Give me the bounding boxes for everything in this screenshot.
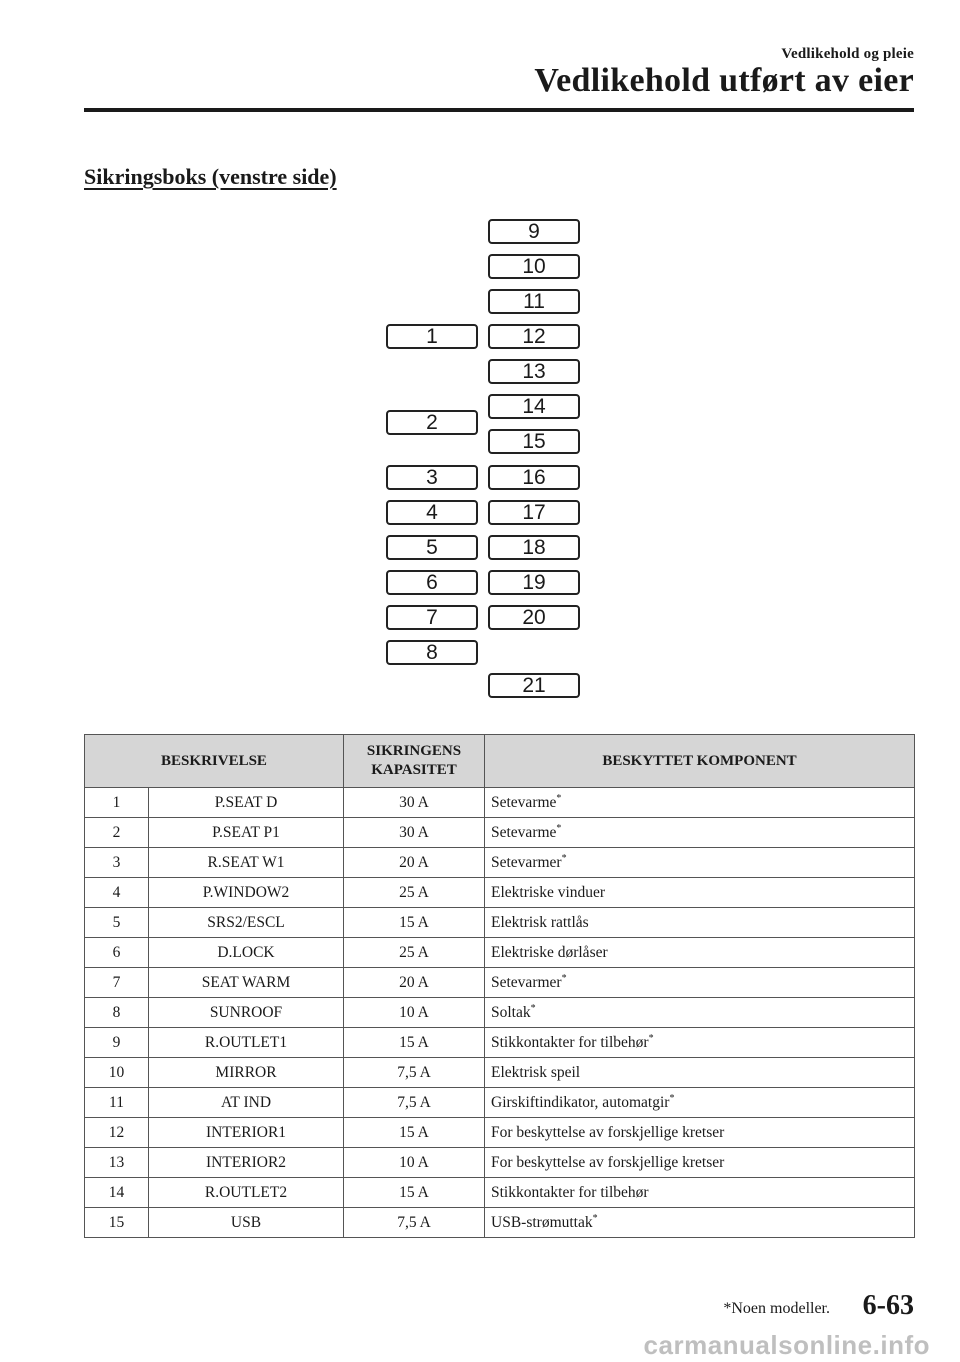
fuse-description: MIRROR [149, 1058, 344, 1088]
table-row [85, 1148, 915, 1178]
table-row [85, 788, 915, 818]
fuse-description: R.SEAT W1 [149, 848, 344, 878]
component-text: For beskyttelse av forskjellige kretser [491, 1153, 725, 1171]
table-row [85, 968, 915, 998]
fuse-capacity: 15 A [344, 1118, 485, 1148]
table-row [85, 1028, 915, 1058]
fuse-number: 9 [85, 1028, 149, 1058]
fuse-5: 5 [386, 535, 478, 560]
header-rule [84, 108, 914, 112]
table-row [85, 848, 915, 878]
fuse-17: 17 [488, 500, 580, 525]
fuse-number: 14 [85, 1178, 149, 1208]
fuse-capacity: 25 A [344, 878, 485, 908]
fuse-number: 8 [85, 998, 149, 1028]
fuse-16: 16 [488, 465, 580, 490]
fuse-description: AT IND [149, 1088, 344, 1118]
protected-component [485, 1088, 915, 1118]
protected-component [485, 938, 915, 968]
header-capacity-text: SIKRINGENS KAPASITET [366, 743, 462, 778]
protected-component [485, 968, 915, 998]
fuse-description: P.WINDOW2 [149, 878, 344, 908]
section-heading: Vedlikehold utført av eier [534, 62, 914, 99]
component-text: Elektriske dørlåser [491, 943, 608, 961]
component-text: Setevarme [491, 794, 557, 812]
protected-component [485, 1148, 915, 1178]
fuse-8: 8 [386, 640, 478, 665]
fuse-4: 4 [386, 500, 478, 525]
footnote-asterisk: * [561, 972, 567, 984]
fuse-capacity: 7,5 A [344, 1058, 485, 1088]
component-text: For beskyttelse av forskjellige kretser [491, 1123, 725, 1141]
table-row [85, 1208, 915, 1238]
component-text: Girskiftindikator, automatgir [491, 1094, 670, 1112]
fuse-description: P.SEAT D [149, 788, 344, 818]
fuse-19: 19 [488, 570, 580, 595]
fuse-18: 18 [488, 535, 580, 560]
protected-component [485, 1028, 915, 1058]
table-row [85, 1088, 915, 1118]
fuse-capacity: 20 A [344, 848, 485, 878]
fuse-7: 7 [386, 605, 478, 630]
component-text: Setevarmer [491, 974, 562, 992]
footnote-asterisk: * [556, 792, 562, 804]
fuse-description: P.SEAT P1 [149, 818, 344, 848]
table-row [85, 998, 915, 1028]
protected-component [485, 1208, 915, 1238]
header-capacity [344, 735, 485, 788]
component-text: Stikkontakter for tilbehør [491, 1183, 649, 1201]
fuse-table [84, 734, 915, 1238]
component-text: Elektriske vinduer [491, 883, 606, 901]
fuse-description: D.LOCK [149, 938, 344, 968]
component-text: Elektrisk rattlås [491, 913, 589, 931]
component-text: Setevarmer [491, 854, 562, 872]
fuse-number: 11 [85, 1088, 149, 1118]
header-description: BESKRIVELSE [85, 735, 344, 788]
fuse-number: 4 [85, 878, 149, 908]
fuse-capacity: 7,5 A [344, 1088, 485, 1118]
component-text: USB-strømuttak [491, 1214, 593, 1232]
table-row [85, 818, 915, 848]
footnote-asterisk: * [556, 822, 562, 834]
fuse-capacity: 30 A [344, 818, 485, 848]
fuse-20: 20 [488, 605, 580, 630]
fuse-capacity: 30 A [344, 788, 485, 818]
table-row [85, 1058, 915, 1088]
table-row [85, 1118, 915, 1148]
fuse-description: R.OUTLET2 [149, 1178, 344, 1208]
fuse-1: 1 [386, 324, 478, 349]
fuse-capacity: 7,5 A [344, 1208, 485, 1238]
footnote-asterisk: * [669, 1092, 675, 1104]
footnote-asterisk: * [592, 1212, 598, 1224]
fuse-number: 5 [85, 908, 149, 938]
fuse-description: SEAT WARM [149, 968, 344, 998]
header-component: BESKYTTET KOMPONENT [485, 735, 915, 788]
chapter-label: Vedlikehold og pleie [781, 46, 914, 62]
page-number: 6-63 [862, 1290, 914, 1321]
fuse-description: INTERIOR1 [149, 1118, 344, 1148]
protected-component [485, 818, 915, 848]
fuse-3: 3 [386, 465, 478, 490]
fuse-capacity: 15 A [344, 1178, 485, 1208]
watermark: carmanualsonline.info [643, 1330, 930, 1360]
footnote: *Noen modeller. [723, 1300, 830, 1317]
fuse-number: 13 [85, 1148, 149, 1178]
protected-component [485, 998, 915, 1028]
fuse-capacity: 10 A [344, 998, 485, 1028]
fuse-capacity: 25 A [344, 938, 485, 968]
component-text: Stikkontakter for tilbehør [491, 1034, 649, 1052]
protected-component [485, 1178, 915, 1208]
fuse-description: INTERIOR2 [149, 1148, 344, 1178]
protected-component [485, 1118, 915, 1148]
protected-component [485, 788, 915, 818]
fuse-number: 15 [85, 1208, 149, 1238]
fuse-number: 6 [85, 938, 149, 968]
fuse-number: 3 [85, 848, 149, 878]
fuse-11: 11 [488, 289, 580, 314]
fuse-description: SUNROOF [149, 998, 344, 1028]
fuse-description: R.OUTLET1 [149, 1028, 344, 1058]
section-title: Sikringsboks (venstre side) [84, 164, 337, 189]
fuse-number: 10 [85, 1058, 149, 1088]
component-text: Elektrisk speil [491, 1063, 581, 1081]
fuse-21: 21 [488, 673, 580, 698]
component-text: Soltak [491, 1004, 531, 1022]
fuse-number: 12 [85, 1118, 149, 1148]
fuse-13: 13 [488, 359, 580, 384]
fuse-15: 15 [488, 429, 580, 454]
footnote-asterisk: * [561, 852, 567, 864]
table-header-row [85, 735, 915, 788]
fuse-6: 6 [386, 570, 478, 595]
fuse-capacity: 10 A [344, 1148, 485, 1178]
fuse-capacity: 15 A [344, 908, 485, 938]
fuse-capacity: 15 A [344, 1028, 485, 1058]
table-row [85, 938, 915, 968]
protected-component [485, 908, 915, 938]
fuse-number: 1 [85, 788, 149, 818]
fuse-14: 14 [488, 394, 580, 419]
protected-component [485, 878, 915, 908]
table-row [85, 908, 915, 938]
footnote-asterisk: * [530, 1002, 536, 1014]
fuse-2: 2 [386, 410, 478, 435]
table-row [85, 878, 915, 908]
component-text: Setevarme [491, 824, 557, 842]
fuse-description: SRS2/ESCL [149, 908, 344, 938]
fuse-capacity: 20 A [344, 968, 485, 998]
fuse-9: 9 [488, 219, 580, 244]
fuse-number: 7 [85, 968, 149, 998]
fuse-10: 10 [488, 254, 580, 279]
fuse-number: 2 [85, 818, 149, 848]
protected-component [485, 1058, 915, 1088]
fuse-description: USB [149, 1208, 344, 1238]
fuse-12: 12 [488, 324, 580, 349]
table-row [85, 1178, 915, 1208]
protected-component [485, 848, 915, 878]
footnote-asterisk: * [648, 1032, 654, 1044]
